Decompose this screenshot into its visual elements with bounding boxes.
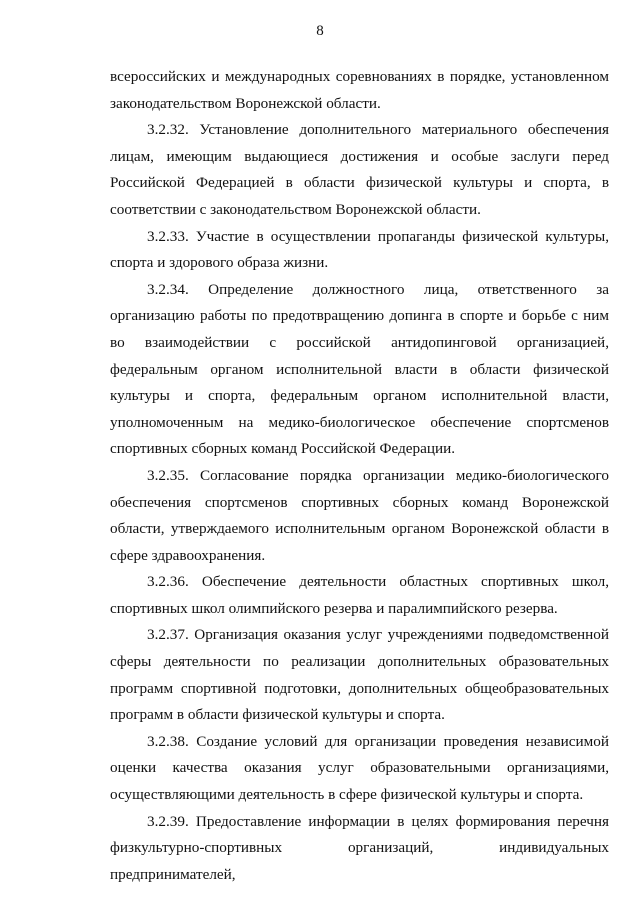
- paragraph-3-2-32: 3.2.32. Установление дополнительного материального обеспечения лицам, имеющим выдающиеся достижения и особые заслуги перед Российской Федерацией в области физической культуры и спорта, в соответствии с законодательством Воронежской области.: [110, 121, 609, 218]
- paragraph-3-2-36: 3.2.36. Обеспечение деятельности областных спортивных школ, спортивных школ олимпийского резерва и паралимпийского резерва.: [110, 573, 609, 617]
- paragraph-3-2-38: 3.2.38. Создание условий для организации проведения независимой оценки качества оказания услуг образовательными организациями, осуществляющими деятельность в сфере физической культуры и спорта.: [110, 732, 609, 804]
- paragraph-continuation: всероссийских и международных соревнованиях в порядке, установленном законодательством Воронежской области.: [110, 68, 609, 112]
- paragraph-3-2-33: 3.2.33. Участие в осуществлении пропаганды физической культуры, спорта и здорового образа жизни.: [110, 227, 609, 272]
- page-number: 8: [316, 23, 324, 39]
- paragraph-3-2-35: 3.2.35. Согласование порядка организации медико-биологического обеспечения спортсменов спортивных сборных команд Воронежской области, утверждаемого исполнительным органом Воронежской области в сфере здравоохранения.: [110, 466, 609, 564]
- paragraph-3-2-37: 3.2.37. Организация оказания услуг учреждениями подведомственной сферы деятельности по реализации дополнительных образовательных программ спортивной подготовки, дополнительных общеобразовательных программ в области физической культуры и спорта.: [110, 626, 609, 724]
- document-body: [110, 64, 609, 888]
- paragraph-3-2-39: 3.2.39. Предоставление информации в целях формирования перечня физкультурно-спортивных организаций, индивидуальных предпринимателей,: [110, 812, 609, 883]
- paragraph-3-2-34: 3.2.34. Определение должностного лица, ответственного за организацию работы по предотвращению допинга в спорте и борьбе с ним во взаимодействии с российской антидопинговой организацией, федеральным органом исполнительной власти в области физической культуры и спорта, федеральным органом исполнительной власти, уполномоченным на медико-биологическое обеспечение спортсменов спортивных сборных команд Российской Федерации.: [110, 280, 609, 458]
